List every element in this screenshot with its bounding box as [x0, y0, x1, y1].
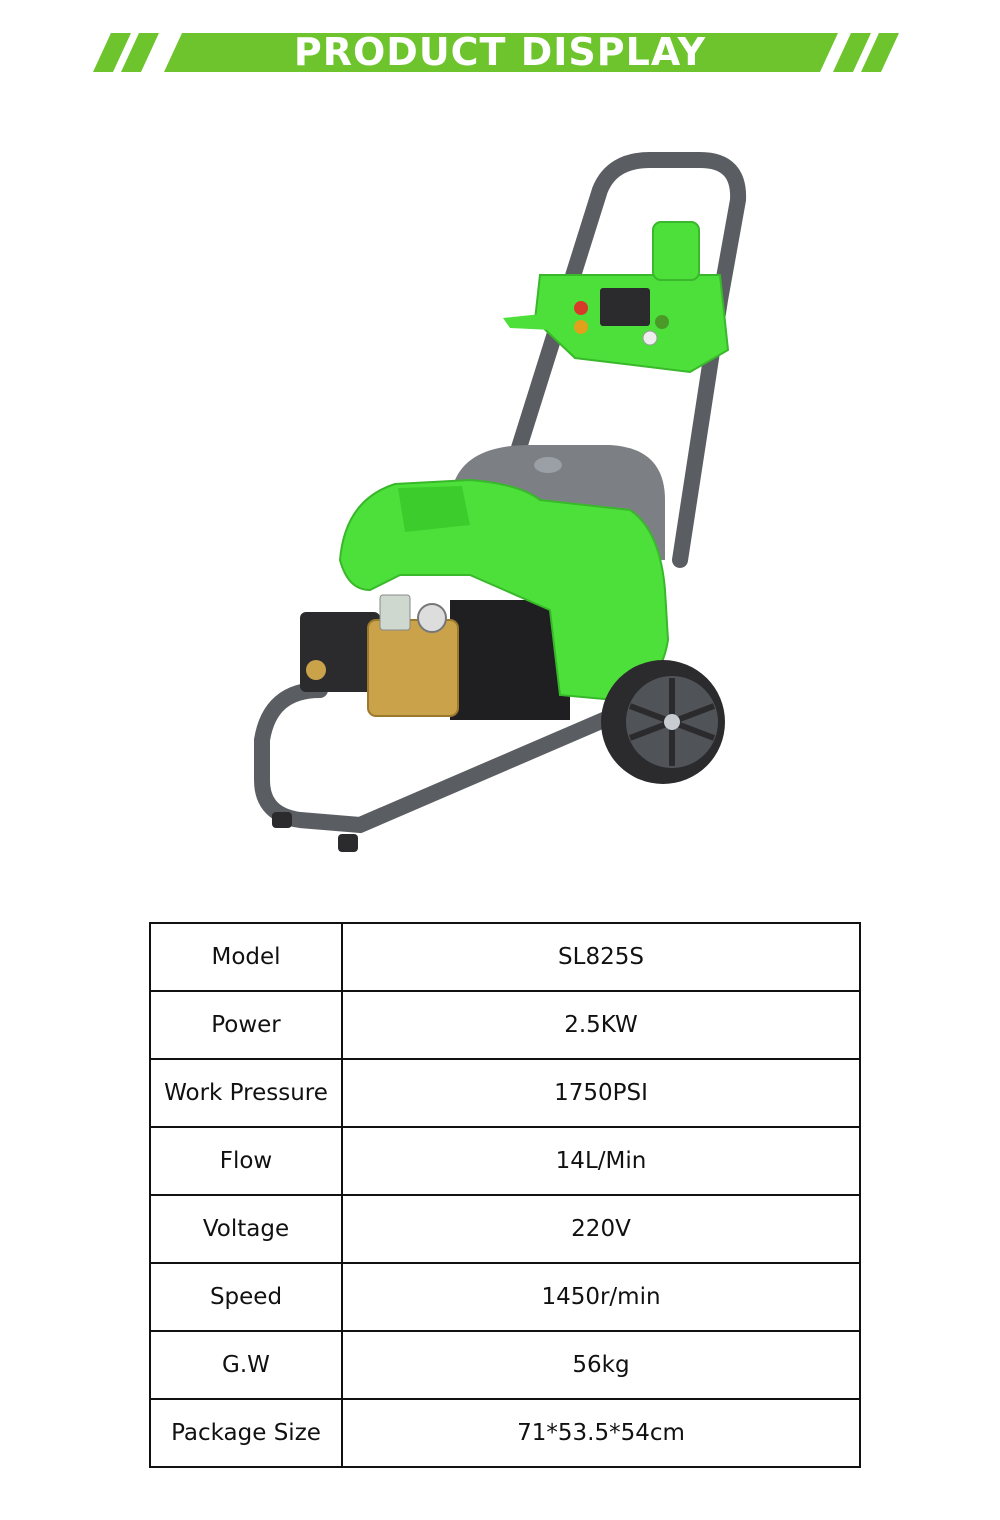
nozzle-white [643, 331, 657, 345]
spec-value: SL825S [342, 923, 860, 991]
spec-row [150, 1127, 860, 1195]
pressure-washer-image [0, 110, 1000, 890]
cover-knob [534, 457, 562, 473]
spec-value: 220V [342, 1195, 860, 1263]
pressure-gauge [418, 604, 446, 632]
spec-label: Flow [150, 1127, 342, 1195]
spec-row [150, 1263, 860, 1331]
spec-value: 56kg [342, 1331, 860, 1399]
foot-right [338, 834, 358, 852]
banner-title: PRODUCT DISPLAY [293, 30, 707, 74]
wheel-hub [664, 714, 680, 730]
spec-label: G.W [150, 1331, 342, 1399]
panel-handle [653, 222, 699, 280]
spec-label: Package Size [150, 1399, 342, 1467]
nozzle-yellow [574, 320, 588, 334]
product-image [0, 110, 1000, 890]
spec-label: Work Pressure [150, 1059, 342, 1127]
spec-row [150, 1331, 860, 1399]
spec-value: 1450r/min [342, 1263, 860, 1331]
spec-label: Power [150, 991, 342, 1059]
spec-label: Voltage [150, 1195, 342, 1263]
spec-value: 2.5KW [342, 991, 860, 1059]
valve-top [380, 595, 410, 630]
spec-row [150, 1195, 860, 1263]
pump-cap [306, 660, 326, 680]
spec-row [150, 1059, 860, 1127]
hose-hook [503, 312, 560, 330]
spec-table-body [150, 923, 860, 1467]
panel-display [600, 288, 650, 326]
spec-row [150, 991, 860, 1059]
spec-value: 71*53.5*54cm [342, 1399, 860, 1467]
storage-tray [398, 486, 470, 532]
spec-label: Model [150, 923, 342, 991]
spec-table [149, 922, 861, 1468]
spec-row [150, 1399, 860, 1467]
spec-label: Speed [150, 1263, 342, 1331]
nozzle-green [655, 315, 669, 329]
spec-value: 14L/Min [342, 1127, 860, 1195]
brass-manifold [368, 620, 458, 716]
spec-row [150, 923, 860, 991]
nozzle-red [574, 301, 588, 315]
header-banner [0, 0, 1000, 110]
foot-left [272, 812, 292, 828]
spec-value: 1750PSI [342, 1059, 860, 1127]
